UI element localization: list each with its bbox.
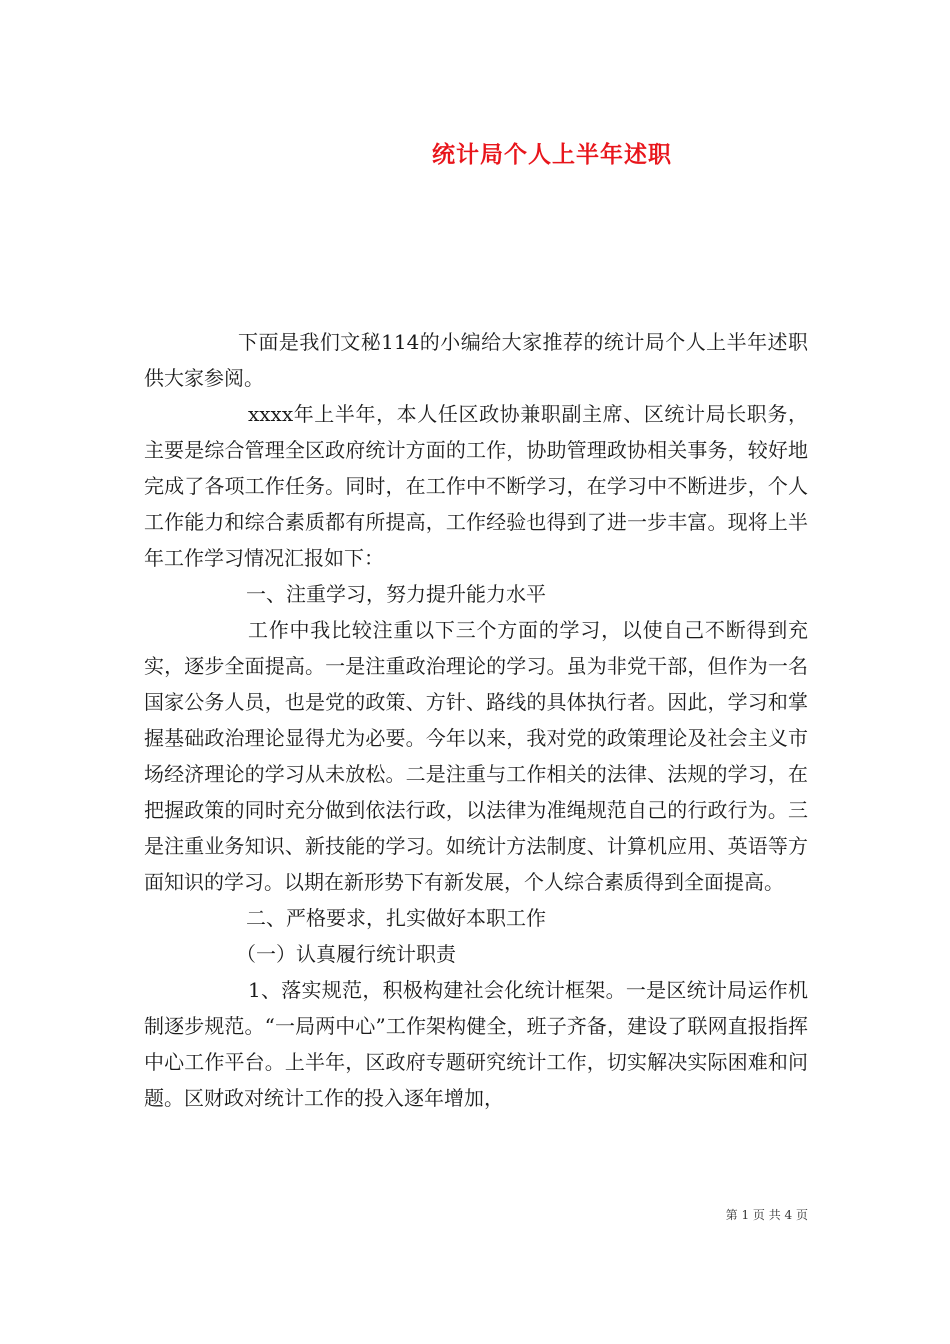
section-heading-2: 二、严格要求，扎实做好本职工作 (246, 906, 546, 930)
document-body (144, 324, 808, 1116)
intro-paragraph: 下面是我们文秘114的小编给大家推荐的统计局个人上半年述职供大家参阅。 (144, 330, 808, 390)
study-paragraph: 工作中我比较注重以下三个方面的学习，以使自己不断得到充实，逐步全面提高。一是注重政治理论的学习。虽为非党干部，但作为一名国家公务人员，也是党的政策、方针、路线的具体执行者。因此，学习和掌握基础政治理论显得尤为必要。今年以来，我对党的政策理论及社会主义市场经济理论的学习从未放松。二是注重与工作相关的法律、法规的学习，在把握政策的同时充分做到依法行政，以法律为准绳规范自己的行政行为。三是注重业务知识、新技能的学习。如统计方法制度、计算机应用、英语等方面知识的学习。以期在新形势下有新发展，个人综合素质得到全面提高。 (144, 618, 808, 894)
document-title: 统计局个人上半年述职 (432, 142, 672, 168)
summary-paragraph: xxxx年上半年，本人任区政协兼职副主席、区统计局长职务，主要是综合管理全区政府统计方面的工作，协助管理政协相关事务，较好地完成了各项工作任务。同时，在工作中不断学习，在学习中不断进步，个人工作能力和综合素质都有所提高，工作经验也得到了进一步丰富。现将上半年工作学习情况汇报如下： (144, 402, 808, 570)
section-heading-1: 一、注重学习，努力提升能力水平 (246, 582, 546, 606)
duty-paragraph: 1、落实规范，积极构建社会化统计框架。一是区统计局运作机制逐步规范。“一局两中心”工作架构健全，班子齐备，建设了联网直报指挥中心工作平台。上半年，区政府专题研究统计工作，切实解决实际困难和问题。区财政对统计工作的投入逐年增加， (144, 978, 808, 1110)
sub-heading-1: （一）认真履行统计职责 (236, 942, 456, 966)
page-number: 第 1 页 共 4 页 (725, 1208, 808, 1222)
